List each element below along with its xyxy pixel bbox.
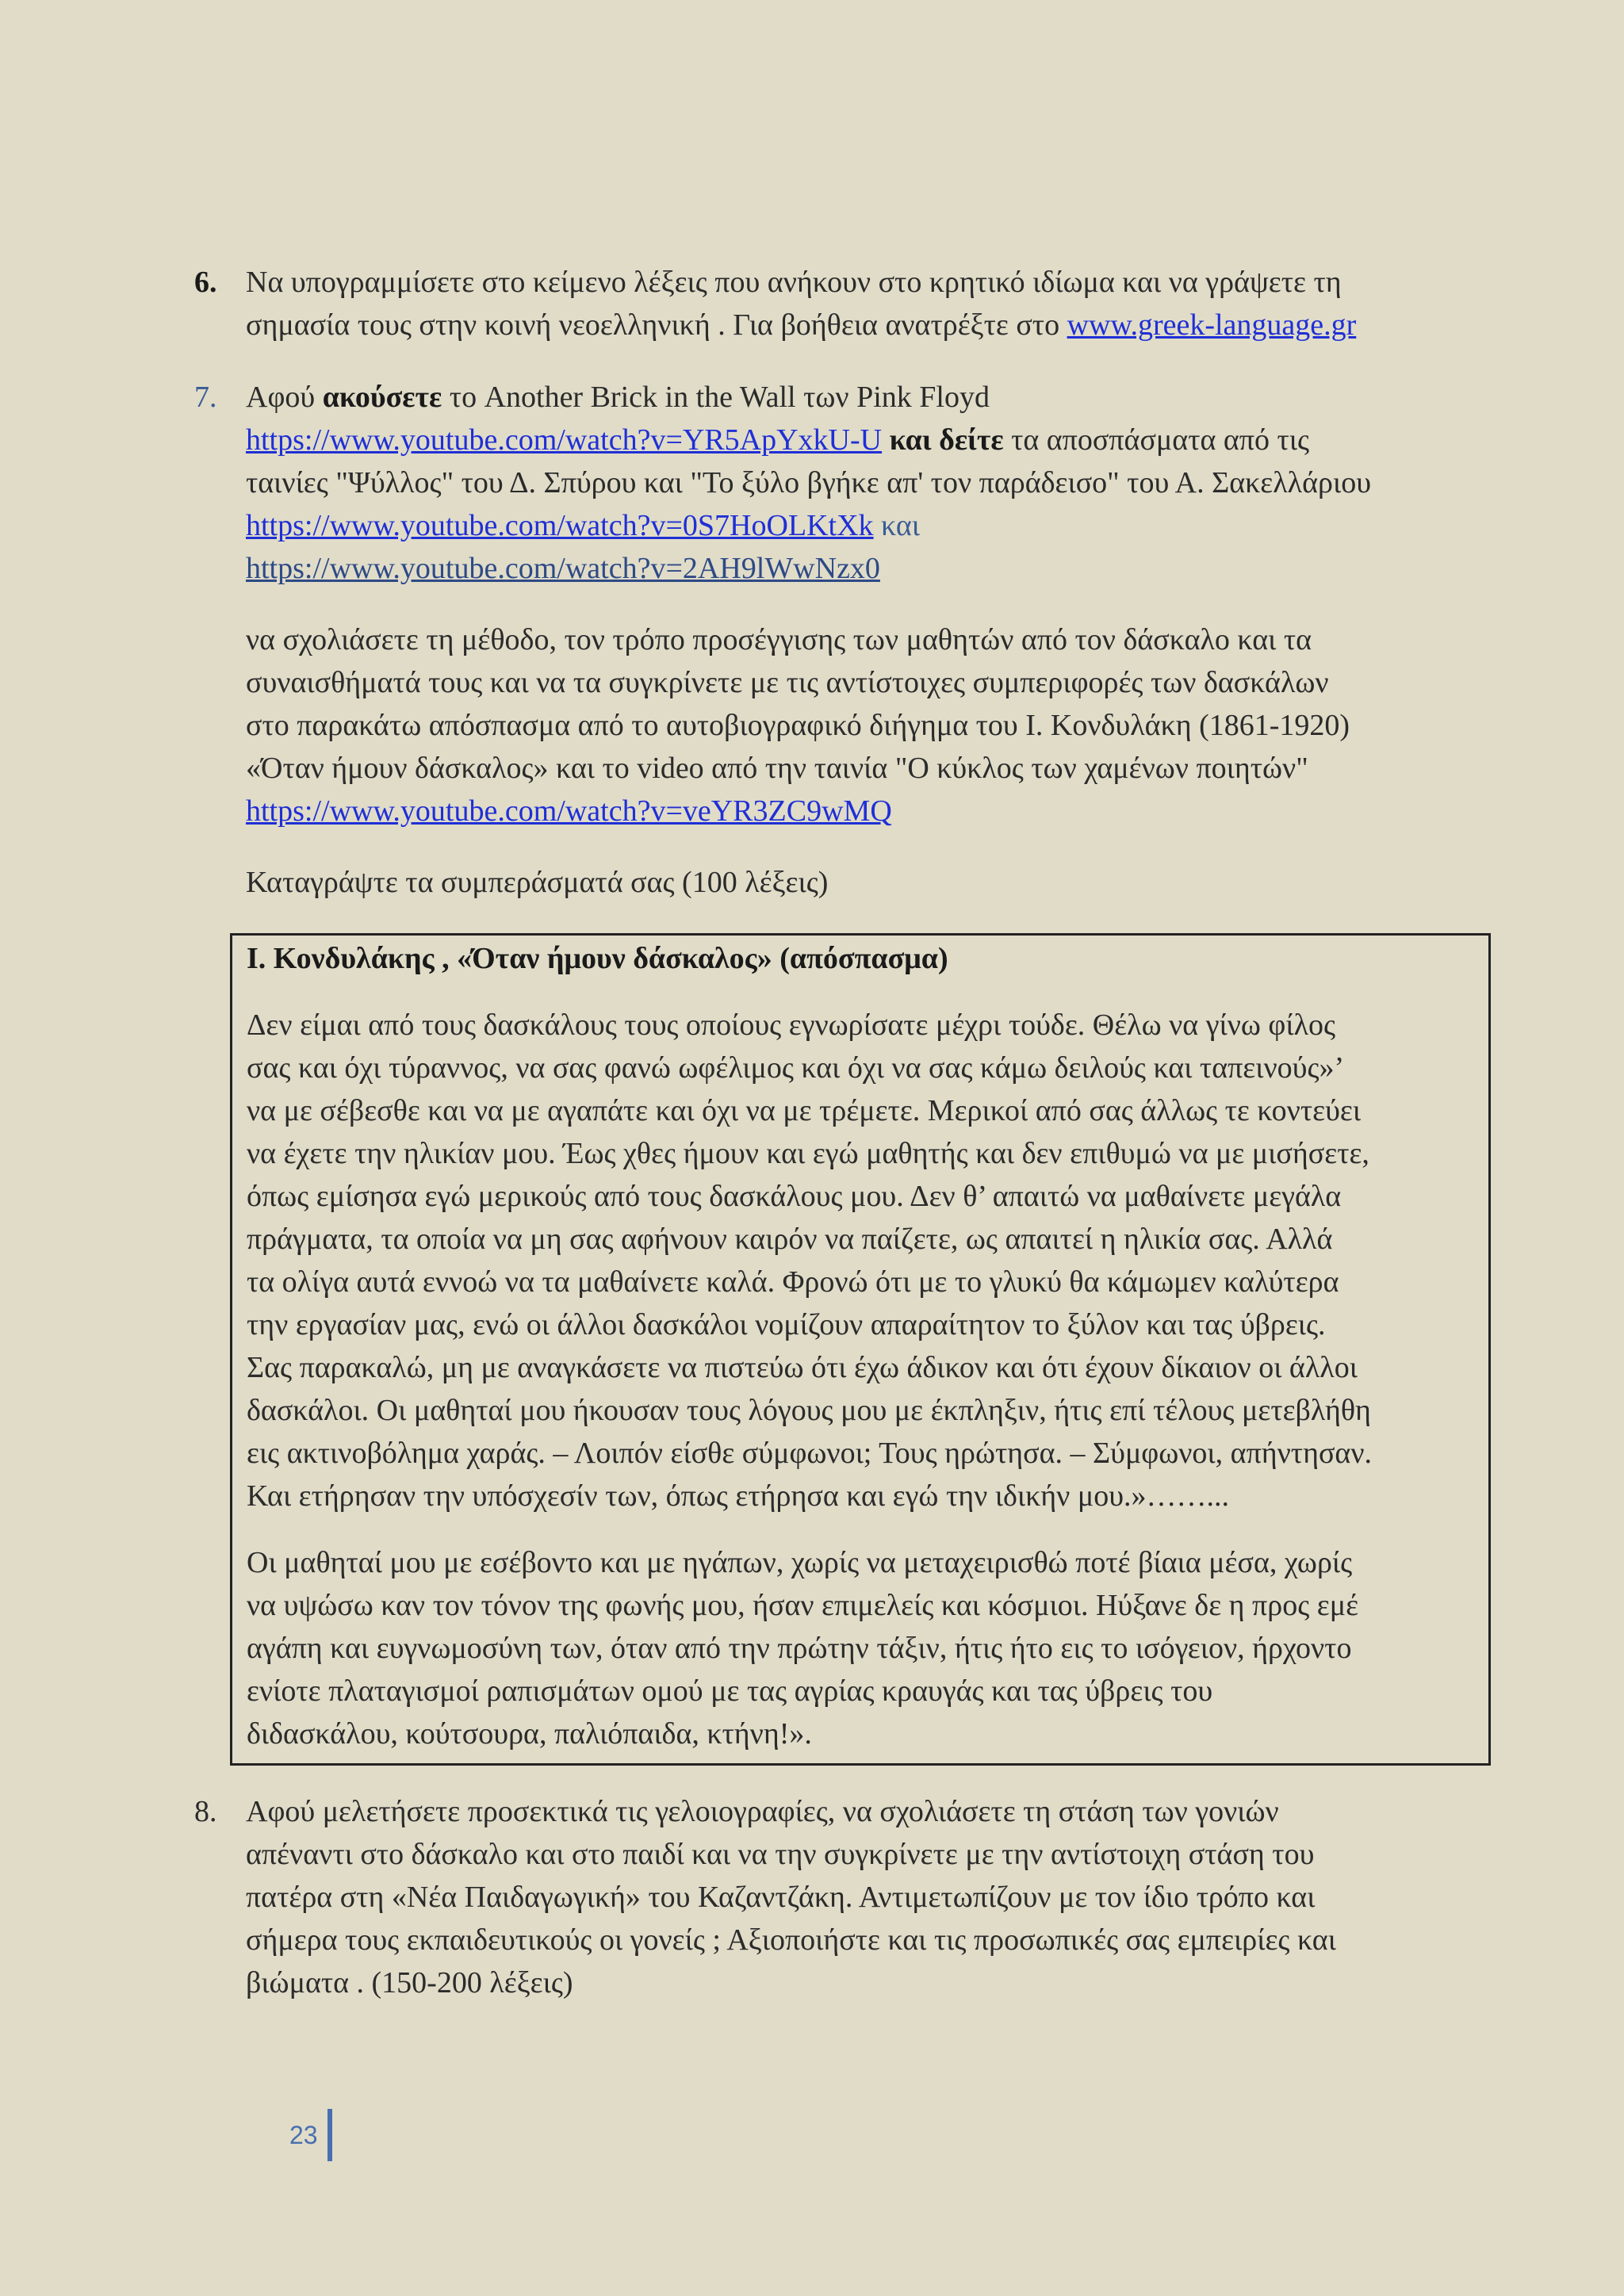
youtube-link-3[interactable]: https://www.youtube.com/watch?v=2AH9lWwNzx0 <box>246 552 880 585</box>
greek-language-link[interactable]: www.greek-language.gr <box>1067 308 1357 342</box>
text-line: σας και όχι τύραννος, να σας φανώ ωφέλιμος και όχι να σας κάμω δειλούς και ταπεινούς»’ <box>247 1051 1345 1085</box>
text-line: σήμερα τους εκπαιδευτικούς οι γονείς ; Αξιοποιήστε και τις προσωπικές σας εμπειρίες και <box>246 1923 1336 1957</box>
text-line: Σας παρακαλώ, μη με αναγκάσετε να πιστεύω ότι έχω άδικον και ότι έχουν δίκαιον οι άλλοι <box>247 1351 1358 1384</box>
excerpt-box <box>230 933 1491 1766</box>
text-line: ταινίες "Ψύλλος" του Δ. Σπύρου και "Το ξύλο βγήκε απ' τον παράδεισο" του Α. Σακελλάριου <box>246 466 1372 499</box>
text-line: τα ολίγα αυτά εννοώ να τα μαθαίνετε καλά. Φρονώ ότι με το γλυκύ θα κάμωμεν καλύτερα <box>247 1265 1339 1299</box>
excerpt-paragraph-2 <box>247 1541 1474 1755</box>
question-6 <box>194 261 1495 346</box>
question-body <box>246 261 1495 346</box>
excerpt-paragraph-1 <box>247 1004 1474 1517</box>
text-line: Δεν είμαι από τους δασκάλους τους οποίους εγνωρίσατε μέχρι τούδε. Θέλω να γίνω φίλος <box>247 1008 1336 1042</box>
text-line: απέναντι στο δάσκαλο και στο παιδί και να την συγκρίνετε με την αντίστοιχη στάση του <box>246 1838 1315 1871</box>
text-span: τα αποσπάσματα από τις <box>1003 423 1310 457</box>
text-line: να σχολιάσετε τη μέθοδο, τον τρόπο προσέγγισης των μαθητών από τον δάσκαλο και τα <box>246 623 1312 656</box>
text-line: να υψώσω καν τον τόνον της φωνής μου, ήσαν επιμελείς και κόσμιοι. Ηύξανε δε η προς εμέ <box>247 1589 1359 1622</box>
question-number: 6. <box>194 266 217 299</box>
text-line: ενίοτε πλαταγισμοί ραπισμάτων ομού με τας αγρίας κραυγάς και τας ύβρεις του <box>247 1674 1213 1708</box>
text-line: στο παρακάτω απόσπασμα από το αυτοβιογραφικό διήγημα του Ι. Κονδυλάκη (1861-1920) <box>246 709 1350 742</box>
text-line: πατέρα στη «Νέα Παιδαγωγική» του Καζαντζάκη. Αντιμετωπίζουν με τον ίδιο τρόπο και <box>246 1881 1316 1914</box>
youtube-link-1[interactable]: https://www.youtube.com/watch?v=YR5ApYxkU-U <box>246 423 883 457</box>
text-span: το Another Brick in the Wall των Pink Floyd <box>442 381 990 414</box>
emphasis-and: και <box>882 423 940 457</box>
question-number: 7. <box>194 381 217 414</box>
text-line: Και ετήρησαν την υπόσχεσίν των, όπως ετήρησα και εγώ την ιδικήν μου.»……... <box>247 1479 1230 1513</box>
question-number: 8. <box>194 1795 217 1828</box>
youtube-link-2[interactable]: https://www.youtube.com/watch?v=0S7HoOLKtXk <box>246 509 874 542</box>
youtube-link-4[interactable]: https://www.youtube.com/watch?v=veYR3ZC9wMQ <box>246 794 892 828</box>
text-line: αγάπη και ευγνωμοσύνη των, όταν από την πρώτην τάξιν, ήτις ήτο εις το ισόγειον, ήρχοντο <box>247 1632 1352 1665</box>
text-line <box>246 790 1495 832</box>
text-line: να με σέβεσθε και να με αγαπάτε και όχι να με τρέμετε. Μερικοί από σας άλλως τε κοντεύει <box>247 1094 1362 1127</box>
question-7 <box>194 376 1495 904</box>
text-line: Να υπογραμμίσετε στο κείμενο λέξεις που ανήκουν στο κρητικό ιδίωμα και να γράψετε τη <box>246 266 1342 299</box>
emphasis-watch: δείτε <box>939 423 1004 457</box>
text-span: Αφού <box>246 381 323 414</box>
text-line: βιώματα . (150-200 λέξεις) <box>246 1966 573 1999</box>
emphasis-listen: ακούσετε <box>322 381 442 414</box>
text-line: συναισθήματά τους και να τα συγκρίνετε με τις αντίστοιχες συμπεριφορές των δασκάλων <box>246 666 1329 699</box>
text-line: «Όταν ήμουν δάσκαλος» και το video από την ταινία "Ο κύκλος των χαμένων ποιητών" <box>246 752 1308 785</box>
text-line: όπως εμίσησα εγώ μερικούς από τους δασκάλους μου. Δεν θ’ απαιτώ να μαθαίνετε μεγάλα <box>247 1180 1342 1213</box>
excerpt-title: Ι. Κονδυλάκης , «Όταν ήμουν δάσκαλος» (απόσπασμα) <box>247 942 948 975</box>
text-line <box>246 547 1495 590</box>
page-number: 23 <box>289 2120 318 2149</box>
text-span: σημασία τους στην κοινή νεοελληνική . Για βοήθεια ανατρέξτε στο <box>246 308 1067 342</box>
text-line <box>246 419 1495 461</box>
text-line: την εργασίαν μας, ενώ οι άλλοι δασκάλοι νομίζουν απαραίτητον το ξύλον και τας ύβρεις. <box>247 1308 1326 1341</box>
question-body <box>246 376 1495 904</box>
question-body <box>246 1790 1495 2004</box>
text-line: εις ακτινοβόλημα χαράς. – Λοιπόν είσθε σύμφωνοι; Τους ηρώτησα. – Σύμφωνοι, απήντησαν. <box>247 1437 1373 1470</box>
page-number-bar <box>327 2109 332 2161</box>
task-instruction: Καταγράψτε τα συμπεράσματά σας (100 λέξεις) <box>246 866 829 899</box>
text-line: να έχετε την ηλικίαν μου. Έως χθες ήμουν και εγώ μαθητής και δεν επιθυμώ να με μισήσετε, <box>247 1137 1369 1170</box>
text-line: διδασκάλου, κούτσουρα, παλιόπαιδα, κτήνη!». <box>247 1717 812 1751</box>
text-line <box>246 376 1495 419</box>
text-line: Οι μαθηταί μου με εσέβοντο και με ηγάπων, χωρίς να μεταχειρισθώ ποτέ βίαια μέσα, χωρίς <box>247 1546 1353 1579</box>
text-line <box>246 304 1495 346</box>
text-line: δασκάλοι. Οι μαθηταί μου ήκουσαν τους λόγους μου με έκπληξιν, ήτις επί τέλους μετεβλήθη <box>247 1394 1371 1427</box>
text-line: πράγματα, τα οποία να μη σας αφήνουν καιρόν να παίζετε, ως απαιτεί η ηλικία σας. Αλλά <box>247 1223 1333 1256</box>
text-line <box>246 504 1495 547</box>
page-footer <box>289 2109 332 2161</box>
question-8 <box>194 1790 1495 2004</box>
text-line: Αφού μελετήσετε προσεκτικά τις γελοιογραφίες, να σχολιάσετε τη στάση των γονιών <box>246 1795 1279 1828</box>
text-span: και <box>873 509 920 542</box>
